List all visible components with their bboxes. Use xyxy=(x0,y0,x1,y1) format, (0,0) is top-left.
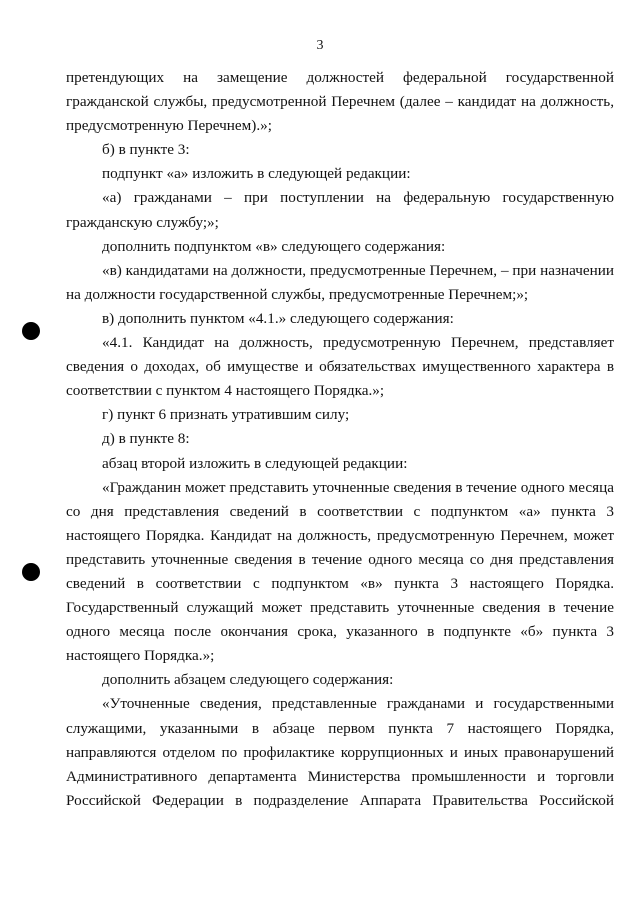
paragraph-subitem-a-instruction: подпункт «а» изложить в следующей редакции: xyxy=(102,165,411,183)
paragraph-subitem-a-text: «а) гражданами – при поступлении на федеральную государственную гражданскую службу;»; xyxy=(66,189,614,231)
paragraph-new-abzac-instruction: дополнить абзацем следующего содержания: xyxy=(102,671,394,689)
paragraph-second-abzac-instruction: абзац второй изложить в следующей редакции: xyxy=(102,454,408,472)
paragraph-point-4-1: «4.1. Кандидат на должность, предусмотренную Перечнем, представляет сведения о доходах, об имуществе и обязательствах имущественного характера в соответствии с пунктом 4 настоящего Порядка.»; xyxy=(66,334,614,400)
paragraph-new-abzac-text: «Уточненные сведения, представленные гражданами и государственными служащими, указанными в абзаце первом пункта 7 настоящего Порядка, направляются отделом по профилактике коррупционных и иных правонарушений Административного департамента Министерства промышленности и торговли Российской Федерации в подразделение Аппарата Правительства Российской xyxy=(66,695,614,809)
binder-hole-mark xyxy=(22,322,40,340)
paragraph-item-g: г) пункт 6 признать утратившим силу; xyxy=(102,406,350,424)
document-body xyxy=(66,66,614,813)
paragraph-item-d: д) в пункте 8: xyxy=(102,430,190,448)
binder-hole-mark xyxy=(22,563,40,581)
paragraph-item-v: в) дополнить пунктом «4.1.» следующего содержания: xyxy=(102,309,454,327)
paragraph-continuation: претендующих на замещение должностей федеральной государственной гражданской службы, предусмотренной Перечнем (далее – кандидат на должность, предусмотренную Перечнем).»; xyxy=(66,69,614,135)
page-number: 3 xyxy=(316,38,324,53)
paragraph-subitem-v-text: «в) кандидатами на должности, предусмотренные Перечнем, – при назначении на должности государственной службы, предусмотренные Перечнем;»; xyxy=(66,261,614,303)
paragraph-subitem-v-instruction: дополнить подпунктом «в» следующего содержания: xyxy=(102,237,446,255)
paragraph-second-abzac-text: «Гражданин может представить уточненные сведения в течение одного месяца со дня представления сведений в соответствии с подпунктом «а» пункта 3 настоящего Порядка. Кандидат на должность, предусмотренную Перечнем, может представить уточненные сведения в течение одного месяца со дня представления сведений в соответствии с подпунктом «в» пункта 3 настоящего Порядка. Государственный служащий может представить уточненные сведения в течение одного месяца после окончания срока, указанного в подпункте «б» пункта 3 настоящего Порядка.»; xyxy=(66,478,614,665)
paragraph-item-b: б) в пункте 3: xyxy=(102,141,190,159)
